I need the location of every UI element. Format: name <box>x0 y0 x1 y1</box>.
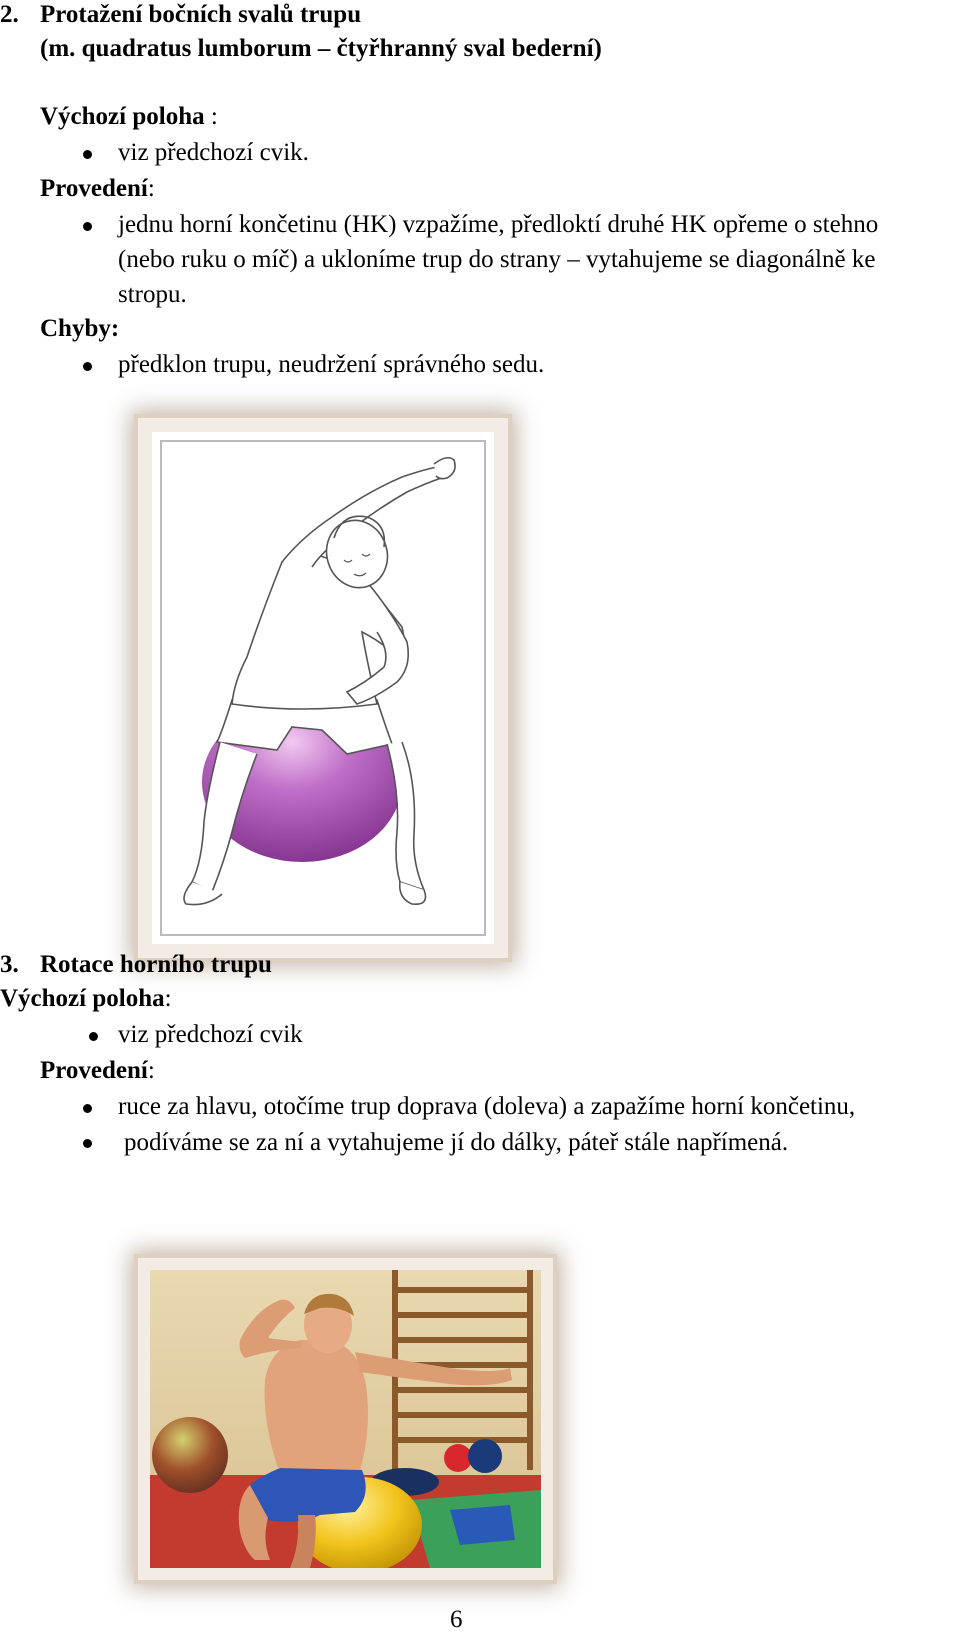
errors-heading <box>40 314 119 344</box>
start-position-item: viz předchozí cvik. <box>118 139 309 166</box>
side-stretch-figure <box>162 442 472 920</box>
start-position-heading <box>40 102 218 132</box>
errors-colon: : <box>110 315 120 342</box>
red-ball <box>444 1444 472 1472</box>
execution-label: Provedení <box>40 175 148 202</box>
errors-label: Chyby <box>40 315 111 342</box>
section-2-title: Protažení bočních svalů trupu <box>40 1 362 28</box>
bullet-icon <box>83 362 92 371</box>
raised-hand <box>434 458 455 479</box>
execution-colon-3: : <box>147 1057 155 1084</box>
trunk-rotation-scene <box>150 1270 541 1568</box>
start-position-heading-3 <box>0 984 172 1014</box>
start-position-colon: : <box>204 103 218 130</box>
execution-text-line-1: jednu horní končetinu (HK) vzpažíme, předloktí druhé HK opřeme o stehno <box>118 211 879 238</box>
bullet-icon <box>83 1139 92 1148</box>
execution-item-3-1: ruce za hlavu, otočíme trup doprava (doleva) a zapažíme horní končetinu, <box>118 1093 856 1120</box>
section-2-number: 2. <box>0 1 19 28</box>
trunk-rotation-photo <box>138 1258 553 1580</box>
bullet-icon <box>83 1104 92 1113</box>
execution-text-line-2: (nebo ruku o míč) a ukloníme trup do strany – vytahujeme se diagonálně ke <box>118 246 876 273</box>
section-2-subtitle: (m. quadratus lumborum – čtyřhranný sval bederní) <box>40 35 602 62</box>
start-position-item-3: viz předchozí cvik <box>118 1021 303 1048</box>
execution-text-line-3: stropu. <box>118 281 187 308</box>
execution-colon: : <box>147 175 155 202</box>
execution-heading-3 <box>40 1056 155 1086</box>
navy-ball <box>468 1439 502 1473</box>
bullet-icon <box>89 1032 98 1041</box>
bullet-icon <box>83 150 92 159</box>
torso <box>265 1340 368 1470</box>
side-stretch-illustration <box>138 418 508 958</box>
start-position-label-3: Výchozí poloha <box>0 985 165 1012</box>
errors-item: předklon trupu, neudržení správného sedu. <box>118 351 545 378</box>
section-3-number: 3. <box>0 951 19 978</box>
page-number: 6 <box>450 1606 463 1633</box>
right-leg <box>387 742 424 890</box>
illustration-canvas <box>160 440 486 936</box>
start-position-label: Výchozí poloha <box>40 103 205 130</box>
section-3-title: Rotace horního trupu <box>40 951 272 978</box>
multicolor-ball <box>152 1417 228 1493</box>
execution-label-3: Provedení <box>40 1057 148 1084</box>
execution-item-3-2: podíváme se za ní a vytahujeme jí do dálky, páteř stále napřímená. <box>124 1129 789 1156</box>
start-position-colon-3: : <box>164 985 172 1012</box>
execution-heading <box>40 174 155 204</box>
blue-mat <box>450 1505 515 1545</box>
bullet-icon <box>83 222 92 231</box>
